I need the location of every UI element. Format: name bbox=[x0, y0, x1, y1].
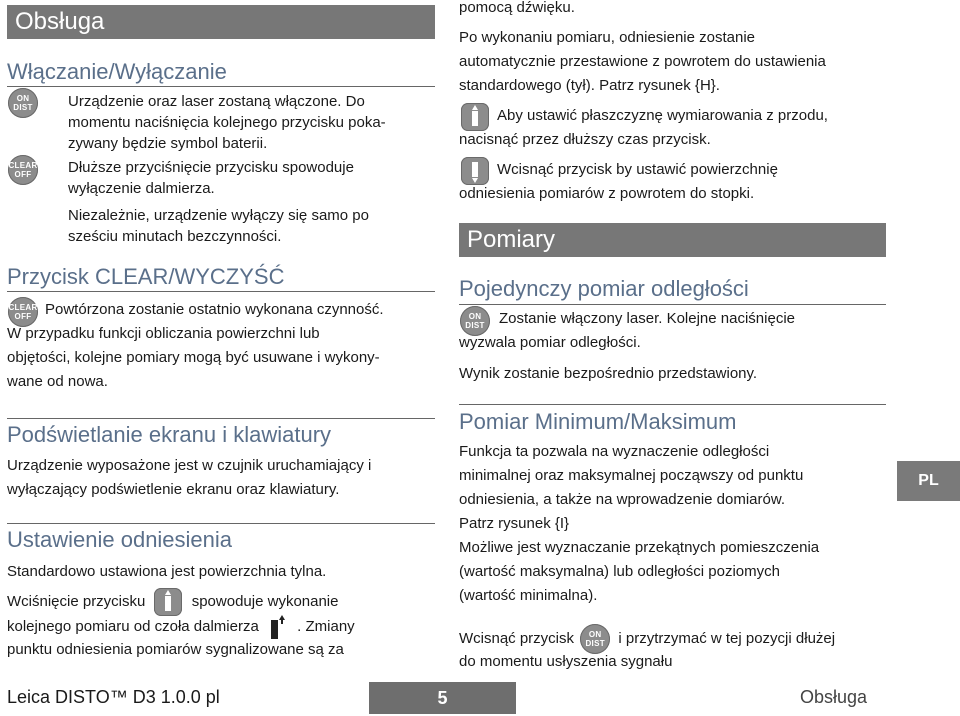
reference-line-4: punktu odniesienia pomiarów sygnalizowane są za bbox=[7, 641, 344, 658]
banner-title: Pomiary bbox=[467, 226, 556, 253]
clear-line-1: Powtórzona zostanie ostatnio wykonana czynność. bbox=[45, 301, 384, 318]
continuation-line: pomocą dźwięku. bbox=[459, 0, 575, 16]
permanent-front-paragraph: Aby ustawić płaszczyznę wymiarowania z przodu, nacisnąć przez dłuższy czas przycisk. bbox=[459, 107, 828, 148]
section-rule bbox=[459, 404, 886, 405]
language-tab-pl: PL bbox=[897, 461, 960, 501]
footer-product: Leica DISTO™ D3 1.0.0 pl bbox=[7, 687, 220, 707]
reference-line-2: Wciśnięcie przycisku spowoduje wykonanie bbox=[7, 588, 338, 616]
on-off-paragraph-3: Niezależnie, urządzenie wyłączy się samo po sześciu minutach bezczynności. bbox=[68, 207, 369, 245]
heading-on-off: Włączanie/Wyłączanie bbox=[7, 59, 227, 84]
section-banner-pomiary bbox=[459, 223, 886, 257]
clear-off-button-icon: CLEAR OFF bbox=[8, 297, 38, 327]
reference-line-1: Standardowo ustawiona jest powierzchnia tylna. bbox=[7, 563, 327, 580]
heading-single-distance: Pojedynczy pomiar odległości bbox=[459, 276, 749, 301]
backlight-paragraph: Urządzenie wyposażone jest w czujnik uruchamiający i wyłączający podświetlenie ekranu oraz klawiatury. bbox=[7, 457, 372, 498]
min-max-last-line: do momentu usłyszenia sygnału bbox=[459, 653, 673, 670]
section-banner-obsluga bbox=[7, 5, 435, 39]
clear-paragraph: W przypadku funkcji obliczania powierzchni lub objętości, kolejne pomiary mogą być usuwane i wykony- wane od nowa. bbox=[7, 325, 380, 390]
front-reference-icon bbox=[267, 614, 289, 640]
heading-rule bbox=[7, 86, 435, 87]
min-max-press-line: Wcisnąć przycisk ON DIST i przytrzymać w tej pozycji dłużej bbox=[459, 624, 835, 654]
section-rule bbox=[7, 523, 435, 524]
reference-button-icon bbox=[154, 588, 184, 616]
single-distance-result: Wynik zostanie bezpośrednio przedstawiony. bbox=[459, 365, 758, 382]
single-distance-paragraph: Zostanie włączony laser. Kolejne naciśnięcie wyzwala pomiar odległości. bbox=[459, 310, 795, 351]
clear-off-button-icon: CLEAR OFF bbox=[8, 155, 38, 185]
min-max-paragraph: Funkcja ta pozwala na wyznaczenie odległości minimalnej oraz maksymalnej począwszy od punktu odniesienia, a także na wprowadzenie domiarów. Patrz rysunek {I} Możliwe jest wyznaczanie przekątnych pomieszczenia (wartość maksymalna) lub odległości poziomych (wartość minimalna). bbox=[459, 443, 820, 604]
banner-title: Obsługa bbox=[15, 8, 105, 35]
page-number: 5 bbox=[369, 682, 516, 714]
back-reference-paragraph: Wcisnąć przycisk by ustawić powierzchnię odniesienia pomiarów z powrotem do stopki. bbox=[459, 161, 778, 202]
heading-clear: Przycisk CLEAR/WYCZYŚĆ bbox=[7, 264, 285, 289]
on-off-paragraph-2: Dłuższe przyciśnięcie przycisku spowoduje wyłączenie dalmierza. bbox=[68, 159, 354, 197]
on-dist-button-icon: ON DIST bbox=[8, 88, 38, 118]
after-measure-paragraph: Po wykonaniu pomiaru, odniesienie zostanie automatycznie przestawione z powrotem do ustawienia standardowego (tył). Patrz rysunek {H}. bbox=[459, 29, 826, 94]
heading-rule bbox=[7, 291, 435, 292]
heading-backlight: Podświetlanie ekranu i klawiatury bbox=[7, 422, 332, 447]
section-rule bbox=[7, 418, 435, 419]
on-off-paragraph-1: Urządzenie oraz laser zostaną włączone. Do momentu naciśnięcia kolejnego przycisku poka- zywany będzie symbol baterii. bbox=[68, 93, 386, 152]
reference-line-3: kolejnego pomiaru od czoła dalmierza . Zmiany bbox=[7, 614, 355, 640]
heading-rule bbox=[459, 304, 886, 305]
footer-section: Obsługa bbox=[800, 687, 868, 707]
heading-min-max: Pomiar Minimum/Maksimum bbox=[459, 409, 737, 434]
heading-reference: Ustawienie odniesienia bbox=[7, 527, 233, 552]
on-dist-button-icon: ON DIST bbox=[580, 624, 612, 654]
on-dist-button-icon: ON DIST bbox=[460, 306, 490, 336]
